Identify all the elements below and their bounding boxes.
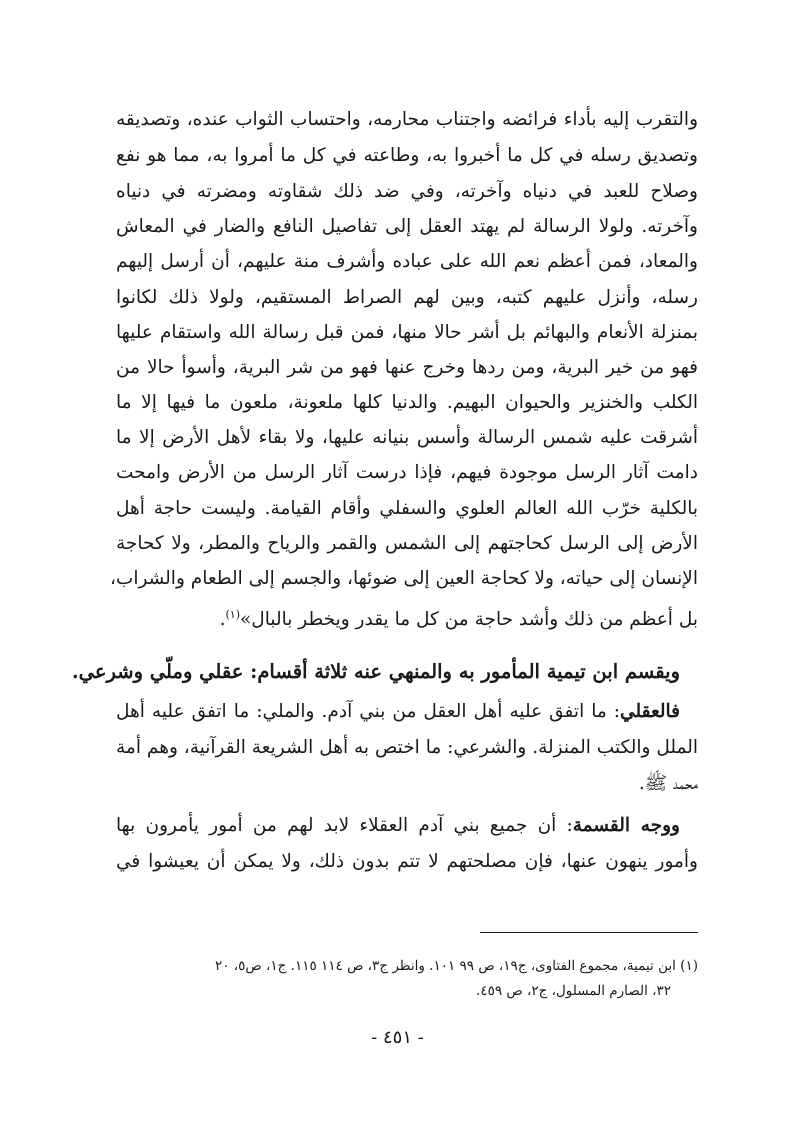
- definition: : ما اتفق عليه أهل العقل من بني آدم. والملي: ما اتفق عليه أهل: [116, 701, 621, 722]
- footnote-ref[interactable]: (١): [225, 608, 240, 621]
- period: .: [219, 609, 226, 631]
- page-number: - ٤٥١ -: [371, 1027, 424, 1048]
- text-line: دامت آثار الرسل موجودة فيهم، فإذا درست آثار الرسل من الأرض وامحت: [116, 462, 698, 483]
- text-line: وأمور ينهون عنها، فإن مصلحتهم لا تتم بدون ذلك، ولا يمكن أن يعيشوا في: [116, 851, 698, 872]
- text-line: بمنزلة الأنعام والبهائم بل أشر حالا منها، فمن قبل رسالة الله واستقام عليها: [116, 322, 698, 343]
- text-line: وتصديق رسله في كل ما أخبروا به، وطاعته في كل ما أمروا به، مما هو نفع: [116, 145, 698, 166]
- text-line: بالكلية خرّب الله العالم العلوي والسفلي وأقام القيامة. وليست حاجة أهل: [116, 498, 698, 519]
- footnote-1-cont: ٣٢، الصارم المسلول، ج٢، ص ٤٥٩.: [476, 983, 671, 999]
- text-line: رسله، وأنزل عليهم كتبه، وبين لهم الصراط المستقيم، ولولا ذلك لكانوا: [116, 287, 698, 308]
- quote-end: بل أعظم من ذلك وأشد حاجة من كل ما يقدر ويخطر بالبال»: [239, 609, 698, 631]
- text-line: الكلب والخنزير والحيوان البهيم. والدنيا كلها ملعونة، ملعون ما فيها إلا ما: [116, 392, 698, 413]
- term-division: ووجه القسمة: [572, 815, 680, 836]
- text-line: أشرقت عليه شمس الرسالة وأسس بنيانه عليها، ولا بقاء لأهل الأرض إلا ما: [116, 427, 698, 448]
- text-line-last: محمد ﷺ.: [638, 773, 698, 794]
- text-line: الملل والكتب المنزلة. والشرعي: ما اختص به أهل الشريعة القرآنية، وهم أمة: [116, 737, 698, 758]
- text-line: [116, 809, 698, 843]
- text-line: الإنسان إلى حياته، ولا كحاجة العين إلى ضوئها، والجسم إلى الطعام والشراب،: [109, 568, 698, 589]
- text-line: وآخرته. ولولا الرسالة لم يهتد العقل إلى تفاصيل النافع والضار في المعاش: [116, 216, 698, 237]
- text-line: فهو من خير البرية، ومن ردها وخرج عنها فهو من شر البرية، وأسوأ حالا من: [116, 357, 698, 378]
- text-line: والتقرب إليه بأداء فرائضه واجتناب محارمه، واحتساب الثواب عنده، وتصديقه: [116, 109, 698, 130]
- footnote-1: (١) ابن تيمية، مجموع الفتاوى، ج١٩، ص ٩٩ ١٠١. وانظر ج٣، ص ١١٤ ١١٥. ج١، ص٥، ٢٠: [214, 958, 698, 974]
- term-aqli: فالعقلي: [620, 701, 680, 722]
- text-line: والمعاد، فمن أعظم نعم الله على عباده وأشرف منة عليهم، أن أرسل إليهم: [116, 251, 698, 272]
- text-line: [116, 695, 698, 729]
- text-line: وصلاح للعبد في دنياه وآخرته، وفي ضد ذلك شقاوته ومضرته في دنياه: [116, 181, 698, 202]
- section-heading: ويقسم ابن تيمية المأمور به والمنهي عنه ثلاثة أقسام: عقلي وملّي وشرعي.: [71, 660, 680, 683]
- text-line: الأرض إلى الرسل كحاجتهم إلى الشمس والقمر والرياح والمطر، ولا كحاجة: [116, 533, 698, 554]
- definition: : أن جميع بني آدم العقلاء لابد لهم من أمور يأمرون بها: [116, 815, 573, 836]
- text-line-last: [116, 598, 698, 632]
- footnote-divider: [480, 932, 698, 933]
